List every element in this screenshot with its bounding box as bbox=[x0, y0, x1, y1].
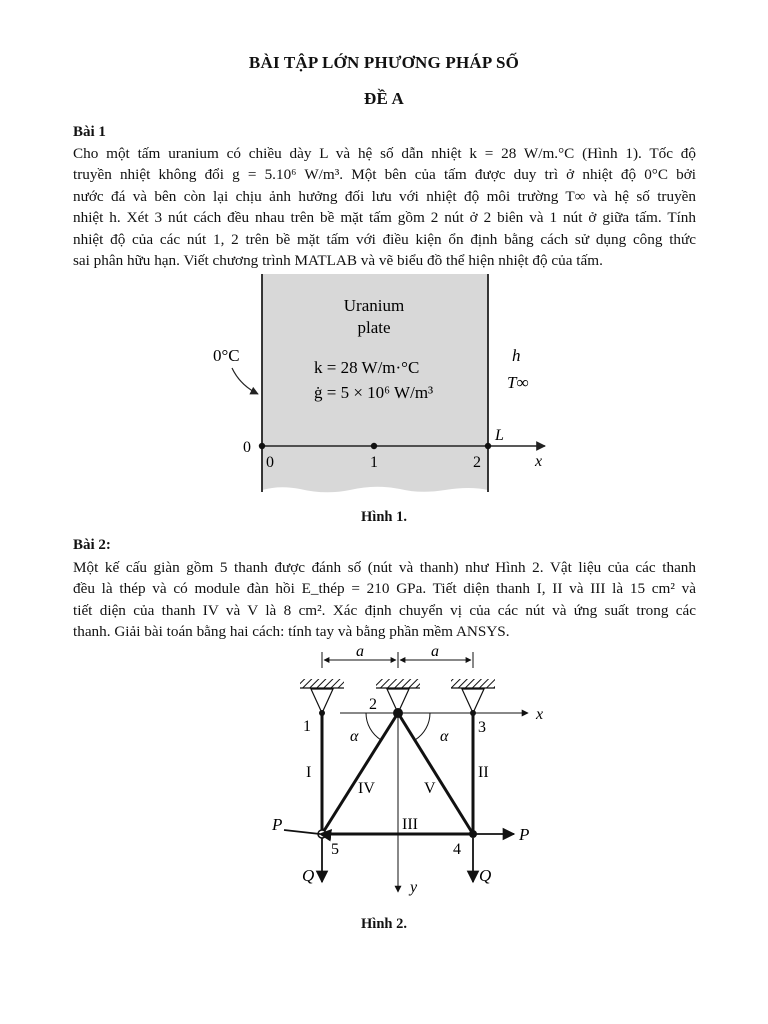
angle-right-label: α bbox=[440, 728, 449, 745]
node-2-label: 2 bbox=[473, 454, 481, 471]
tinf-label: T∞ bbox=[507, 373, 529, 392]
node-0-label: 0 bbox=[266, 454, 274, 471]
bar-I-label: I bbox=[306, 764, 312, 781]
left-temp-label: 0°C bbox=[213, 346, 240, 365]
L-label: L bbox=[495, 427, 504, 444]
problem1-line-6: sai phân hữu hạn. Viết chương trình MATLAB và vẽ biểu đồ thể hiện nhiệt độ của tấm. bbox=[73, 252, 603, 270]
node-2-label: 2 bbox=[369, 696, 377, 713]
bar-V-label: V bbox=[424, 780, 436, 797]
angle-left-label: α bbox=[350, 728, 359, 745]
dim-a-left-label: a bbox=[356, 643, 364, 660]
problem1-line-3: nước đá và bên còn lại chịu ảnh hưởng đối lưu với nhiệt độ môi trường T∞ và hệ số truyền bbox=[73, 187, 696, 205]
dim-a-right-label: a bbox=[431, 643, 439, 660]
plate-label-line2: plate bbox=[357, 318, 391, 337]
truss-x-axis-label: x bbox=[536, 706, 544, 723]
origin-label: 0 bbox=[243, 439, 251, 456]
bar-III-label: III bbox=[402, 816, 418, 833]
left-temp-pointer-arrow bbox=[232, 368, 258, 394]
node-3-label: 3 bbox=[478, 719, 486, 736]
node-1-label: 1 bbox=[370, 454, 378, 471]
document-subtitle: ĐỀ A bbox=[363, 89, 404, 108]
problem2-line-3: tiết diện của thanh IV và V là 8 cm². Xác định chuyển vị của các nút và ứng suất trong các bbox=[73, 601, 696, 619]
support-ground-2 bbox=[376, 679, 420, 688]
problem1-line-4: nhiệt h. Xét 3 nút cách đều nhau trên bề mặt tấm gồm 2 nút ở 2 biên và 1 nút ở giữa tấm. Tính bbox=[73, 209, 696, 227]
node-3-dot bbox=[470, 710, 476, 716]
node-0-dot bbox=[259, 443, 265, 449]
problem2-line-4: thanh. Giải bài toán bằng hai cách: tính tay và bằng phần mềm ANSYS. bbox=[73, 623, 510, 641]
bar-II-label: II bbox=[478, 764, 489, 781]
figure-1-caption: Hình 1. bbox=[361, 509, 407, 525]
conductivity-label: k = 28 W/m·°C bbox=[314, 358, 420, 377]
load-Q-right-label: Q bbox=[479, 866, 492, 885]
node-2-dot bbox=[485, 443, 491, 449]
problem2-text bbox=[73, 557, 696, 643]
support-triangle-1 bbox=[311, 689, 333, 713]
x-axis-label: x bbox=[535, 453, 543, 470]
problem2-line-2: đều là thép và có module đàn hồi E_thép = 210 GPa. Tiết diện thanh I, II và III là 15 cm² và bbox=[73, 580, 696, 598]
problem2-line-1: Một kế cấu giàn gồm 5 thanh được đánh số (nút và thanh) như Hình 2. Vật liệu của các thanh bbox=[73, 559, 696, 576]
node-4-label: 4 bbox=[453, 841, 461, 858]
h-label: h bbox=[512, 346, 521, 365]
problem2-heading: Bài 2: bbox=[73, 537, 111, 553]
problem1-heading: Bài 1 bbox=[73, 124, 106, 140]
bar-IV bbox=[322, 713, 398, 834]
node-1-dot bbox=[371, 443, 377, 449]
document-title: BÀI TẬP LỚN PHƯƠNG PHÁP SỐ bbox=[248, 53, 520, 72]
node-1-dot bbox=[319, 710, 325, 716]
node-2-dot bbox=[393, 708, 403, 718]
load-P-right-label: P bbox=[519, 825, 530, 844]
figure-2-truss bbox=[260, 640, 560, 910]
angle-arc-left bbox=[366, 713, 381, 740]
support-ground-3 bbox=[451, 679, 495, 688]
load-Q-left-label: Q bbox=[302, 866, 315, 885]
load-P-left-arrow bbox=[284, 830, 320, 834]
node-5-label: 5 bbox=[331, 841, 339, 858]
problem1-line-2: truyền nhiệt không đổi g = 5.10⁶ W/m³. Một bên của tấm được duy trì ở nhiệt độ 0°C bởi bbox=[73, 166, 696, 184]
figure-2-caption: Hình 2. bbox=[361, 916, 407, 932]
heat-generation-label: ġ = 5 × 10⁶ W/m³ bbox=[314, 383, 434, 402]
support-ground-1 bbox=[300, 679, 344, 688]
load-P-left-label: P bbox=[272, 815, 283, 834]
plate-label-line1: Uranium bbox=[343, 296, 405, 315]
bar-IV-label: IV bbox=[358, 780, 375, 797]
problem1-text bbox=[73, 143, 696, 271]
support-triangle-3 bbox=[462, 689, 484, 713]
angle-arc-right bbox=[415, 713, 430, 740]
truss-y-axis-label: y bbox=[410, 879, 418, 896]
problem1-line-1: Cho một tấm uranium có chiều dày L và hệ số dẫn nhiệt k = 28 W/m.°C (Hình 1). Tốc độ bbox=[73, 145, 696, 162]
problem1-line-5: nhiệt độ của các nút 1, 2 trên bề mặt tấm với điều kiện ổn định bằng cách sử dụng công thức bbox=[73, 230, 696, 248]
figure-1-uranium-plate bbox=[200, 270, 560, 500]
node-1-label: 1 bbox=[303, 718, 311, 735]
